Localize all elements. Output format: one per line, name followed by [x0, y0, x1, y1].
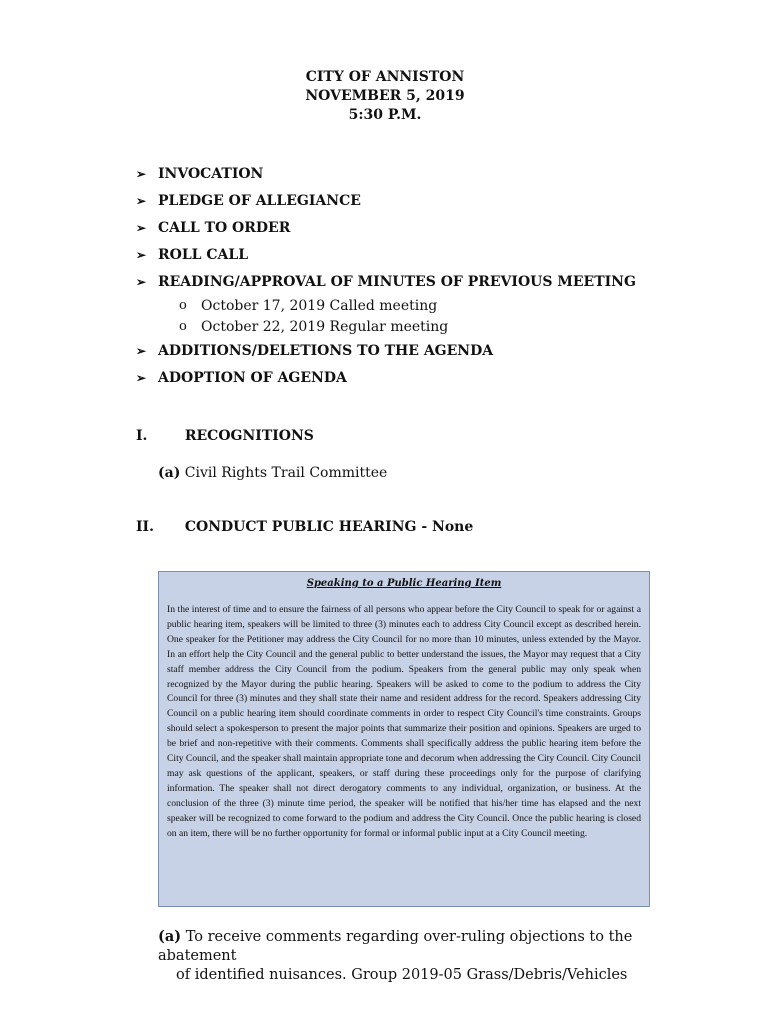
agenda-bullet: ➢ INVOCATION — [136, 165, 264, 182]
minutes-sub-item: o October 17, 2019 Called meeting — [179, 297, 438, 314]
arrow-bullet-icon: ➢ — [136, 193, 147, 208]
section-title: CONDUCT PUBLIC HEARING - None — [184, 519, 474, 535]
circle-bullet-icon: o — [179, 319, 187, 334]
arrow-bullet-icon: ➢ — [136, 370, 147, 385]
agenda-bullet: ➢ PLEDGE OF ALLEGIANCE — [136, 192, 361, 209]
city-name: CITY OF ANNISTON — [305, 69, 465, 85]
section-number: II. — [136, 519, 154, 535]
section-public-hearing — [136, 519, 473, 535]
arrow-bullet-icon: ➢ — [136, 343, 147, 358]
item-label: (a) — [158, 465, 181, 481]
agenda-bullet: ➢ ROLL CALL — [136, 246, 249, 263]
arrow-bullet-icon: ➢ — [136, 247, 147, 262]
agenda-bullet: ➢ READING/APPROVAL OF MINUTES OF PREVIOUS MEETING — [136, 273, 636, 290]
agenda-bullet: ➢ ADDITIONS/DELETIONS TO THE AGENDA — [136, 342, 494, 359]
notice-body: In the interest of time and to ensure the fairness of all persons who appear before the City Council to speak for or against a public hearing item, speakers will be limited to three (3) minutes each to address City Council except as described herein. One speaker for the Petitioner may address the City Council for no more than 10 minutes, unless extended by the Mayor. In an effort help the City Council and the general public to better understand the issues, the Mayor may request that a City staff member address the City Council from the podium. Speakers from the general public may only speak when recognized by the Mayor during the public hearing. Speakers will be asked to come to the podium to address the City Council for three (3) minutes and they shall state their name and resident address for the record. Speakers addressing City Council on a public hearing item should coordinate comments in order to respect City Council's time constraints. Groups should select a spokesperson to present the major points that summarize their position and opinions. Speakers are urged to be brief and non-repetitive with their comments. Comments shall specifically address the public hearing item before the City Council, and the speaker shall maintain appropriate tone and decorum when addressing the City Council. City Council may ask questions of the applicant, speakers, or staff during these proceedings only for the purpose of clarifying information. The speaker shall not direct derogatory comments to any individual, organization, or business. At the conclusion of the three (3) minute time period, the speaker will be notified that his/her time has elapsed and the next speaker will be recognized to come forward to the podium and address the City Council. Once the public hearing is closed on an item, there will be no further opportunity for formal or informal public input at a City Council meeting. — [167, 604, 641, 839]
public-hearing-notice — [158, 571, 650, 907]
recognition-item — [158, 465, 387, 481]
item-label: (a) — [158, 928, 182, 945]
section-number: I. — [136, 428, 148, 444]
meeting-time: 5:30 P.M. — [348, 107, 422, 123]
meeting-date: NOVEMBER 5, 2019 — [305, 88, 465, 104]
document-header — [0, 68, 770, 125]
item-text: Civil Rights Trail Committee — [184, 465, 388, 481]
arrow-bullet-icon: ➢ — [136, 274, 147, 289]
arrow-bullet-icon: ➢ — [136, 220, 147, 235]
arrow-bullet-icon: ➢ — [136, 166, 147, 181]
hearing-item — [158, 927, 658, 985]
minutes-sub-item: o October 22, 2019 Regular meeting — [179, 318, 449, 335]
section-recognitions — [136, 428, 314, 444]
circle-bullet-icon: o — [179, 298, 187, 313]
notice-title: Speaking to a Public Hearing Item — [306, 578, 502, 589]
section-title: RECOGNITIONS — [184, 428, 314, 444]
agenda-preliminaries — [136, 160, 636, 391]
item-text-line1: To receive comments regarding over-ruling objections to the abatement — [158, 929, 633, 964]
agenda-bullet: ➢ ADOPTION OF AGENDA — [136, 369, 347, 386]
item-text-line2: of identified nuisances. Group 2019-05 Grass/Debris/Vehicles — [176, 967, 628, 983]
agenda-bullet: ➢ CALL TO ORDER — [136, 219, 291, 236]
